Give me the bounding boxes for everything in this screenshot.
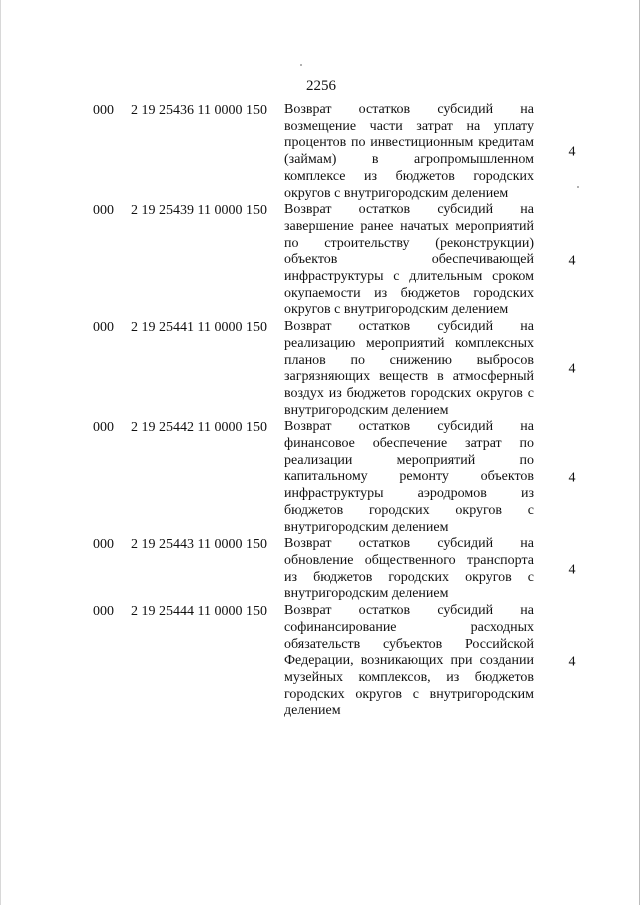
table-row — [1, 419, 640, 536]
kbk-code-cell: 2 19 25444 11 0000 150 — [131, 604, 267, 620]
value-cell: 4 — [568, 470, 576, 486]
scan-speck — [300, 64, 302, 66]
table-row — [1, 603, 640, 720]
admin-code-cell: 000 — [93, 320, 114, 336]
admin-code-cell: 000 — [93, 420, 114, 436]
admin-code-cell: 000 — [93, 103, 114, 118]
table-row — [1, 536, 640, 603]
value-cell: 4 — [568, 361, 576, 377]
description-cell: Возврат остатков субсидий на финансовое обеспечение затрат по реализации мероприятий по капитальному ремонту объектов инфраструктуры аэродромов из бюджетов городских округов с внутригородским делением — [284, 419, 534, 535]
admin-code-cell: 000 — [93, 203, 114, 219]
kbk-code-cell: 2 19 25436 11 0000 150 — [131, 103, 267, 118]
admin-code-cell: 000 — [93, 604, 114, 620]
admin-code-cell: 000 — [93, 537, 114, 553]
kbk-code-cell: 2 19 25443 11 0000 150 — [131, 537, 267, 553]
kbk-code-cell: 2 19 25442 11 0000 150 — [131, 420, 267, 436]
description-cell: Возврат остатков субсидий на софинансирование расходных обязательств субъектов Российской Федерации, возникающих при создании музейных комплексов, из бюджетов городских округов с внутригородским делением — [284, 603, 534, 719]
table-row — [1, 102, 640, 202]
classification-table — [1, 102, 640, 720]
description-cell: Возврат остатков субсидий на возмещение части затрат на уплату процентов по инвестиционным кредитам (займам) в агропромышленном комплексе из бюджетов городских округов с внутригородским делением — [284, 102, 534, 201]
kbk-code-cell: 2 19 25441 11 0000 150 — [131, 320, 267, 336]
value-cell: 4 — [568, 562, 576, 578]
page-number: 2256 — [306, 78, 336, 94]
description-cell: Возврат остатков субсидий на завершение ранее начатых мероприятий по строительству (реконструкции) объектов обеспечивающей инфраструктуры с длительным сроком окупаемости из бюджетов городских округов с внутригородским делением — [284, 202, 534, 318]
description-cell: Возврат остатков субсидий на обновление общественного транспорта из бюджетов городских округов с внутригородским делением — [284, 536, 534, 602]
description-cell: Возврат остатков субсидий на реализацию мероприятий комплексных планов по снижению выбросов загрязняющих веществ в атмосферный воздух из бюджетов городских округов с внутригородским делением — [284, 319, 534, 418]
table-row — [1, 319, 640, 419]
value-cell: 4 — [568, 654, 576, 670]
value-cell: 4 — [568, 253, 576, 269]
kbk-code-cell: 2 19 25439 11 0000 150 — [131, 203, 267, 219]
table-row — [1, 202, 640, 319]
value-cell: 4 — [568, 144, 576, 160]
